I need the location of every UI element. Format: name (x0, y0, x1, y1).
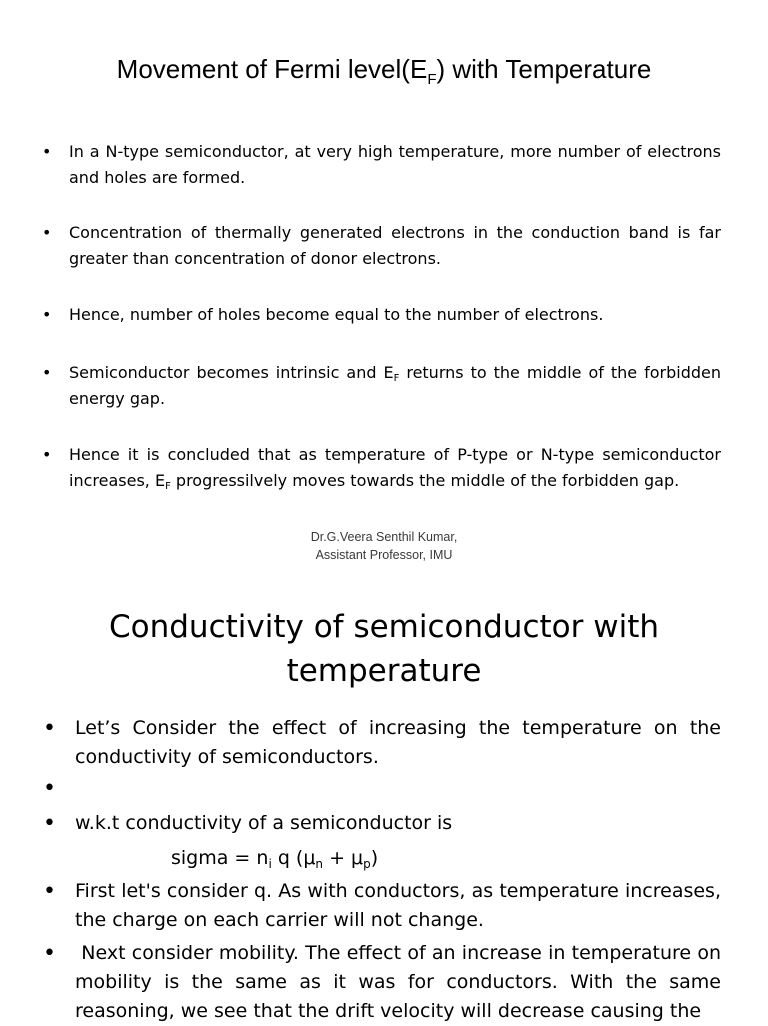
bullet-icon: • (43, 811, 56, 836)
bullet-icon: • (43, 716, 56, 741)
slide1-bullet-4 (69, 360, 721, 412)
slide1-bullet-5-pre: Hence it is concluded that as temperature of P-type or N-type semiconductor increases, E (69, 445, 721, 490)
formula-sub-n: n (315, 857, 324, 871)
formula-post: ) (370, 847, 379, 869)
bullet-icon: • (43, 879, 56, 904)
slide1-title-sub: F (427, 71, 437, 88)
slide2-title-line2: temperature (286, 653, 482, 689)
slide1-title-post: ) with Temperature (436, 54, 652, 84)
formula-mid: q (μ (271, 847, 316, 869)
slide2-bullet-3: w.k.t conductivity of a semiconductor is (75, 812, 453, 834)
bullet-icon: • (42, 305, 52, 324)
slide1-bullet-4-sub: F (393, 373, 400, 384)
author-credit (0, 528, 768, 564)
slide1-title (0, 52, 768, 86)
slide2-bullet-1: Let’s Consider the effect of increasing the temperature on the conductivity of semiconductors. (75, 717, 721, 768)
slide1-bullet-2: Concentration of thermally generated electrons in the conduction band is far greater than concentration of donor electrons. (69, 223, 721, 268)
formula-sub-p: p (363, 857, 371, 871)
slide1-bullet-5 (69, 442, 721, 494)
bullet-icon: • (42, 445, 52, 464)
slide2-title-line1: Conductivity of semiconductor with (109, 609, 659, 645)
slide1-bullet-1: In a N-type semiconductor, at very high temperature, more number of electrons and holes are formed. (69, 142, 721, 187)
author-credit-name: Dr.G.Veera Senthil Kumar, (310, 530, 458, 544)
slide1-bullet-4-post: returns to the middle of the forbidden energy gap. (69, 363, 722, 408)
formula-plus: + μ (323, 847, 364, 869)
author-credit-role: Assistant Professor, IMU (315, 548, 453, 562)
slide2-bullet-5: Next consider mobility. The effect of an increase in temperature on mobility is the same as it was for conductors. With the same reasoning, we see that the drift velocity will decrease causing the (75, 942, 728, 1022)
slide2-title (0, 605, 768, 693)
slide1-bullet-3: Hence, number of holes become equal to the number of electrons. (69, 305, 604, 324)
bullet-icon: • (42, 223, 52, 242)
slide2-bullet-4: First let's consider q. As with conductors, as temperature increases, the charge on each carrier will not change. (75, 880, 721, 931)
bullet-icon: • (42, 363, 52, 382)
slide1-bullet-4-pre: Semiconductor becomes intrinsic and E (69, 363, 394, 382)
slide1-title-pre: Movement of Fermi level(E (116, 54, 428, 84)
slide1-bullet-5-post: progressilvely moves towards the middle of the forbidden gap. (170, 471, 680, 490)
slide1-bullet-5-sub: F (165, 481, 171, 492)
formula-pre: sigma = n (171, 847, 269, 869)
formula-sub-i: i (268, 857, 272, 871)
bullet-icon: • (43, 941, 56, 966)
bullet-icon: • (43, 776, 56, 801)
bullet-icon: • (42, 142, 52, 161)
conductivity-formula (171, 844, 378, 873)
